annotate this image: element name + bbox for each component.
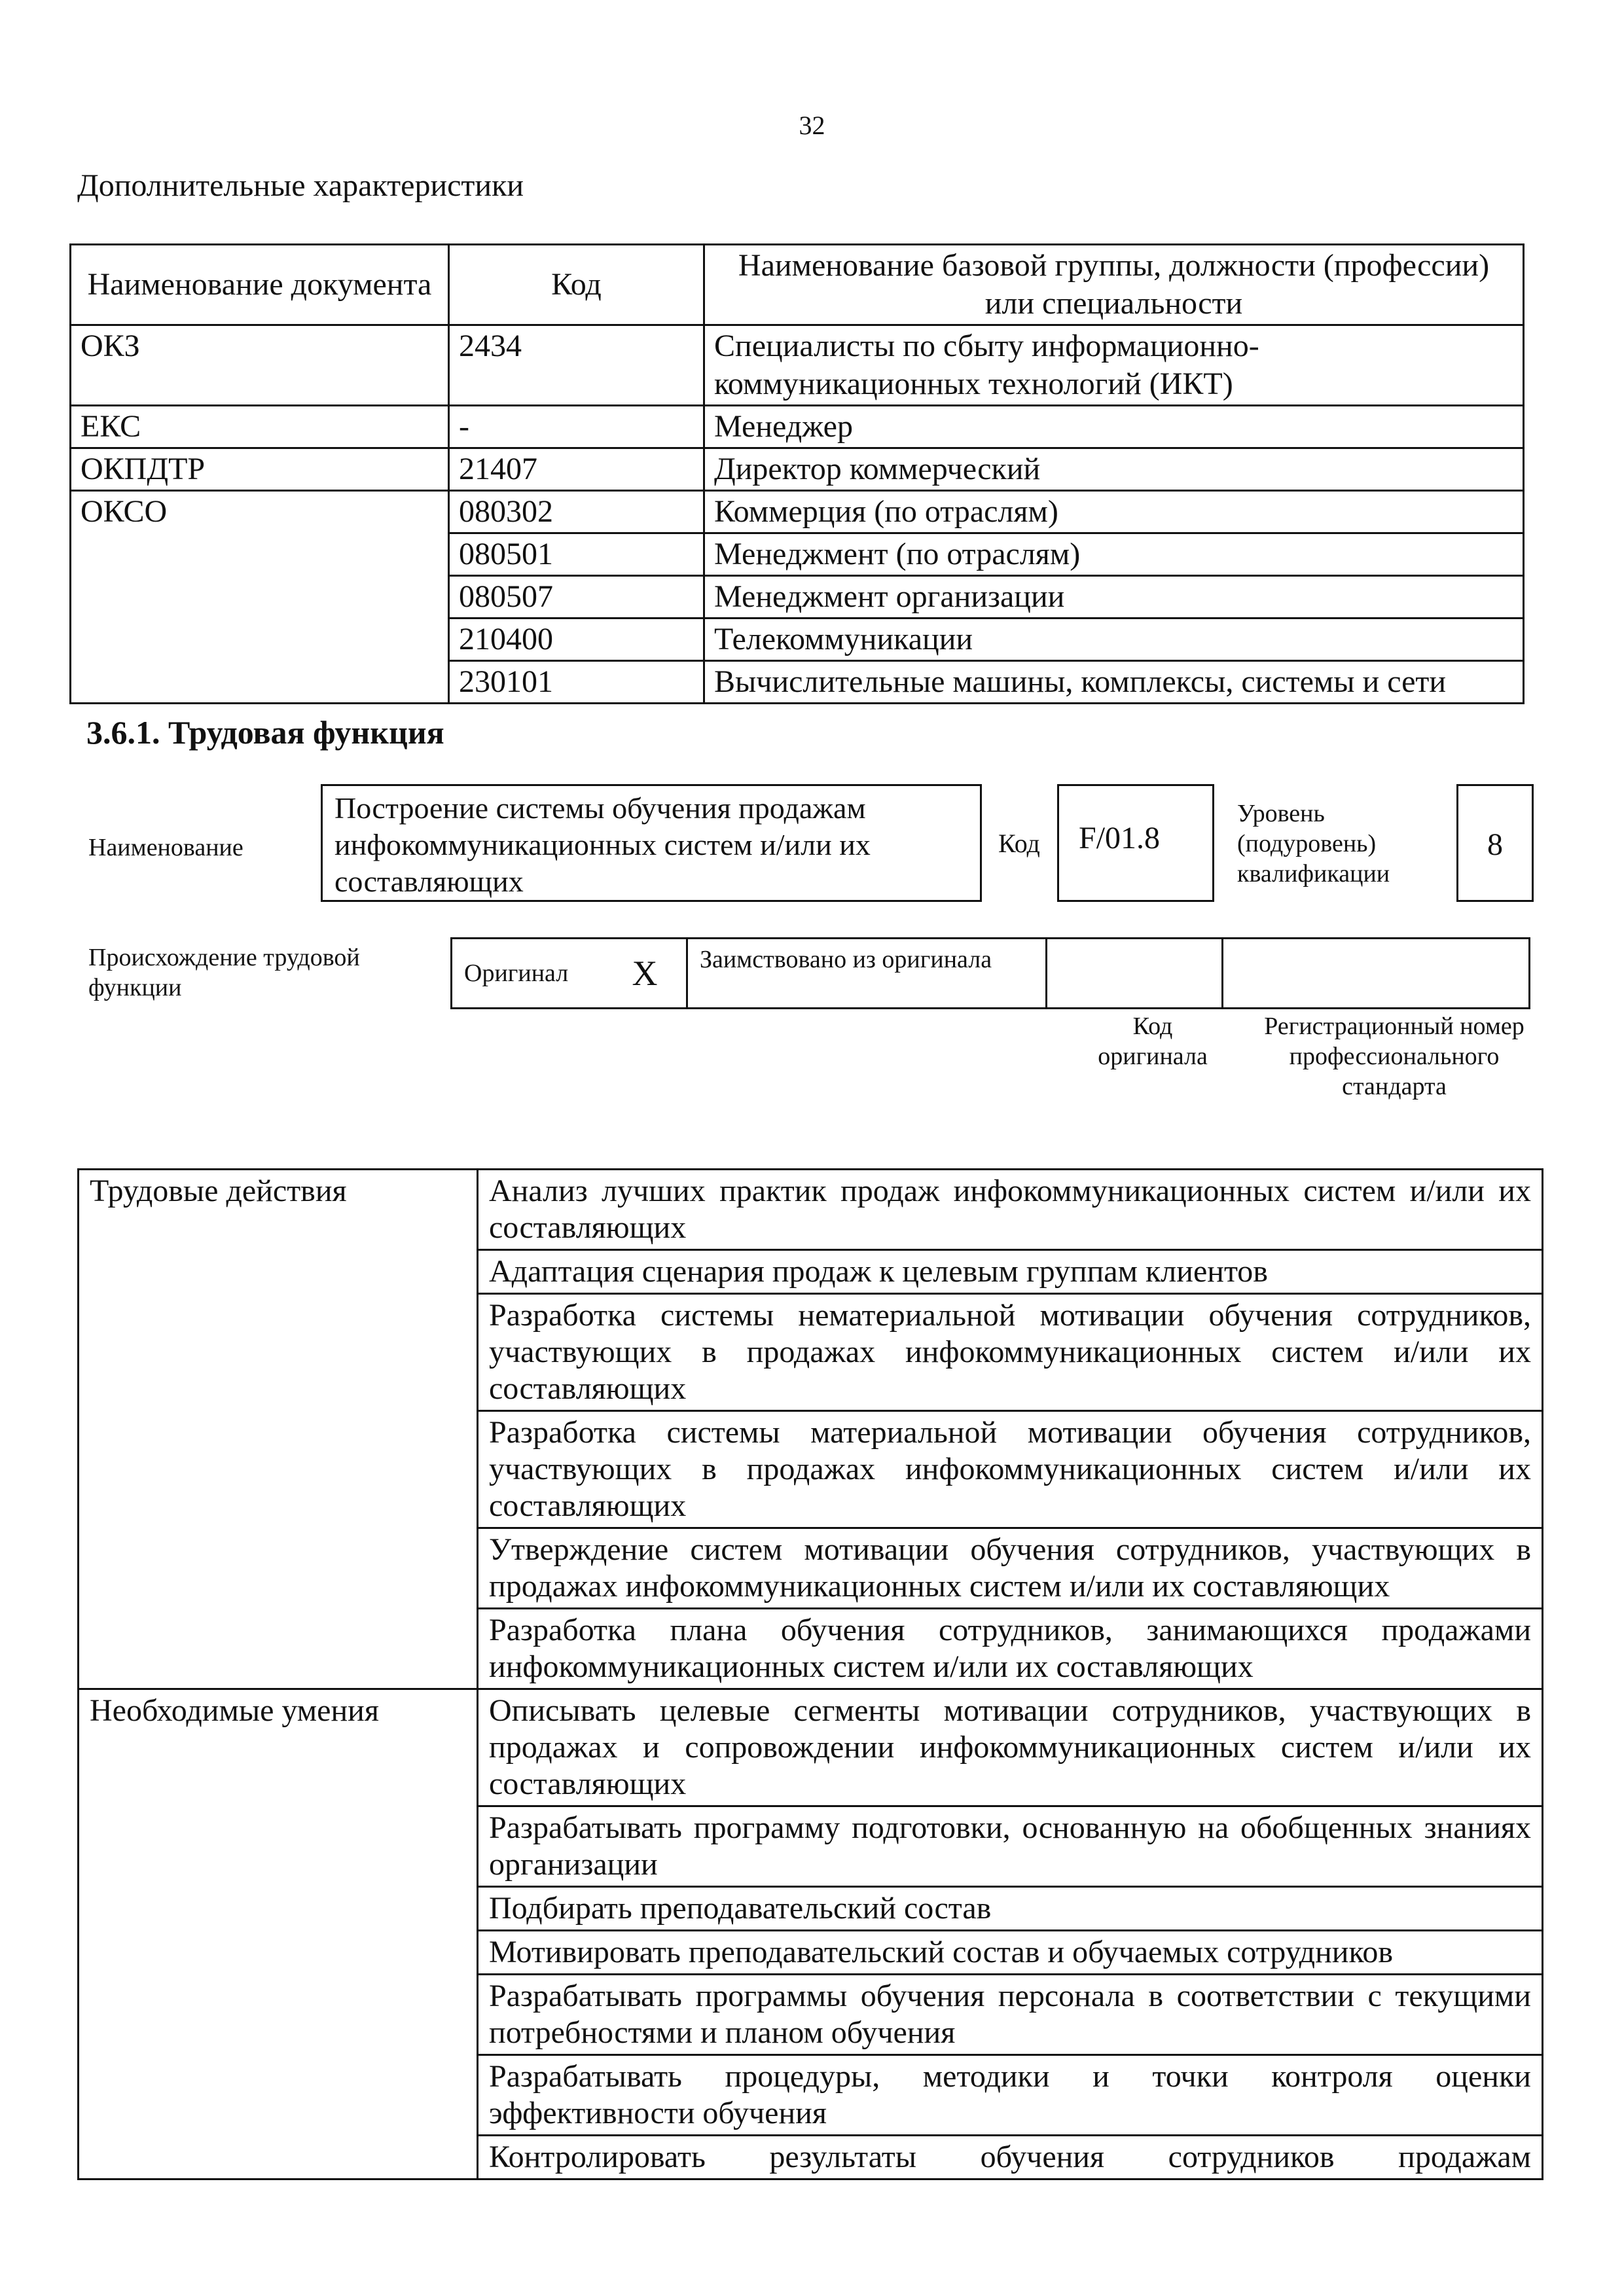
- table-header-row: [71, 245, 1524, 325]
- doc-cell: ОКСО: [71, 491, 449, 704]
- name-cell: Менеджмент (по отраслям): [704, 533, 1524, 576]
- qualification-level-label: Уровень (подуровень) квалификации: [1237, 800, 1390, 888]
- name-cell: Директор коммерческий: [704, 448, 1524, 491]
- skill-item: Разрабатывать программу подготовки, основанную на обобщенных знаниях организации: [478, 1806, 1543, 1887]
- action-item: Анализ лучших практик продаж инфокоммуникационных систем и/или их составляющих: [478, 1170, 1543, 1250]
- skill-item: Контролировать результаты обучения сотрудников продажам: [478, 2136, 1543, 2179]
- action-item: Адаптация сценария продаж к целевым группам клиентов: [478, 1250, 1543, 1294]
- skills-label: Необходимые умения: [79, 1689, 478, 2179]
- section-caption: Дополнительные характеристики: [77, 168, 524, 203]
- doc-cell: ОКПДТР: [71, 448, 449, 491]
- table-row: [79, 1689, 1543, 1806]
- code-cell: 2434: [449, 325, 704, 406]
- action-item: Разработка системы нематериальной мотивации обучения сотрудников, участвующих в продажах инфокоммуникационных систем и/или их составляющих: [478, 1294, 1543, 1411]
- table-row: [71, 491, 1524, 533]
- original-code-caption: Код оригинала: [1098, 1013, 1208, 1070]
- code-cell: 210400: [449, 619, 704, 661]
- skill-item: Мотивировать преподавательский состав и обучаемых сотрудников: [478, 1931, 1543, 1975]
- header-name: Наименование базовой группы, должности (профессии) или специальности: [704, 245, 1524, 325]
- origin-label: Происхождение трудовой функции: [88, 944, 360, 1001]
- name-cell: Телекоммуникации: [704, 619, 1524, 661]
- function-code-label: Код: [998, 829, 1040, 858]
- code-cell: -: [449, 406, 704, 448]
- code-cell: 230101: [449, 661, 704, 704]
- table-row: [71, 325, 1524, 406]
- table-row: [71, 448, 1524, 491]
- labor-function-title: 3.6.1. Трудовая функция: [86, 714, 444, 751]
- code-cell: 21407: [449, 448, 704, 491]
- original-code-cell: [1047, 939, 1223, 1009]
- name-cell: Специалисты по сбыту информационно-коммуникационных технологий (ИКТ): [704, 325, 1524, 406]
- origin-mark-cell: X: [604, 939, 687, 1009]
- name-cell: Коммерция (по отраслям): [704, 491, 1524, 533]
- skill-item: Разрабатывать программы обучения персонала в соответствии с текущими потребностями и планом обучения: [478, 1975, 1543, 2055]
- name-cell: Менеджмент организации: [704, 576, 1524, 619]
- table-row: [79, 1170, 1543, 1250]
- action-item: Утверждение систем мотивации обучения сотрудников, участвующих в продажах инфокоммуникационных систем и/или их составляющих: [478, 1528, 1543, 1609]
- header-document: Наименование документа: [71, 245, 449, 325]
- origin-table: [450, 937, 1530, 1009]
- page-number: 32: [799, 111, 825, 140]
- skill-item: Подбирать преподавательский состав: [478, 1887, 1543, 1931]
- code-cell: 080302: [449, 491, 704, 533]
- header-code: Код: [449, 245, 704, 325]
- actions-label: Трудовые действия: [79, 1170, 478, 1689]
- function-name-box: Построение системы обучения продажам инфокоммуникационных систем и/или их составляющих: [321, 784, 982, 902]
- origin-borrowed-cell: Заимствовано из оригинала: [687, 939, 1047, 1009]
- action-item: Разработка плана обучения сотрудников, занимающихся продажами инфокоммуникационных систем и/или их составляющих: [478, 1609, 1543, 1689]
- name-cell: Менеджер: [704, 406, 1524, 448]
- skill-item: Разрабатывать процедуры, методики и точки контроля оценки эффективности обучения: [478, 2055, 1543, 2136]
- code-cell: 080501: [449, 533, 704, 576]
- skill-item: Описывать целевые сегменты мотивации сотрудников, участвующих в продажах и сопровождении инфокоммуникационных систем и/или их составляющих: [478, 1689, 1543, 1806]
- origin-original-cell: Оригинал: [452, 939, 604, 1009]
- function-name-label: Наименование: [88, 834, 244, 861]
- doc-cell: ОКЗ: [71, 325, 449, 406]
- doc-cell: ЕКС: [71, 406, 449, 448]
- action-item: Разработка системы материальной мотивации обучения сотрудников, участвующих в продажах инфокоммуникационных систем и/или их составляющих: [478, 1411, 1543, 1528]
- reg-number-cell: [1223, 939, 1530, 1009]
- qualification-level-box: 8: [1456, 784, 1534, 902]
- reg-number-caption: Регистрационный номер профессионального стандарта: [1264, 1013, 1525, 1100]
- code-cell: 080507: [449, 576, 704, 619]
- function-code-box: F/01.8: [1057, 784, 1214, 902]
- name-cell: Вычислительные машины, комплексы, системы и сети: [704, 661, 1524, 704]
- characteristics-table: [69, 243, 1525, 704]
- actions-skills-table: [77, 1168, 1543, 2180]
- table-row: [71, 406, 1524, 448]
